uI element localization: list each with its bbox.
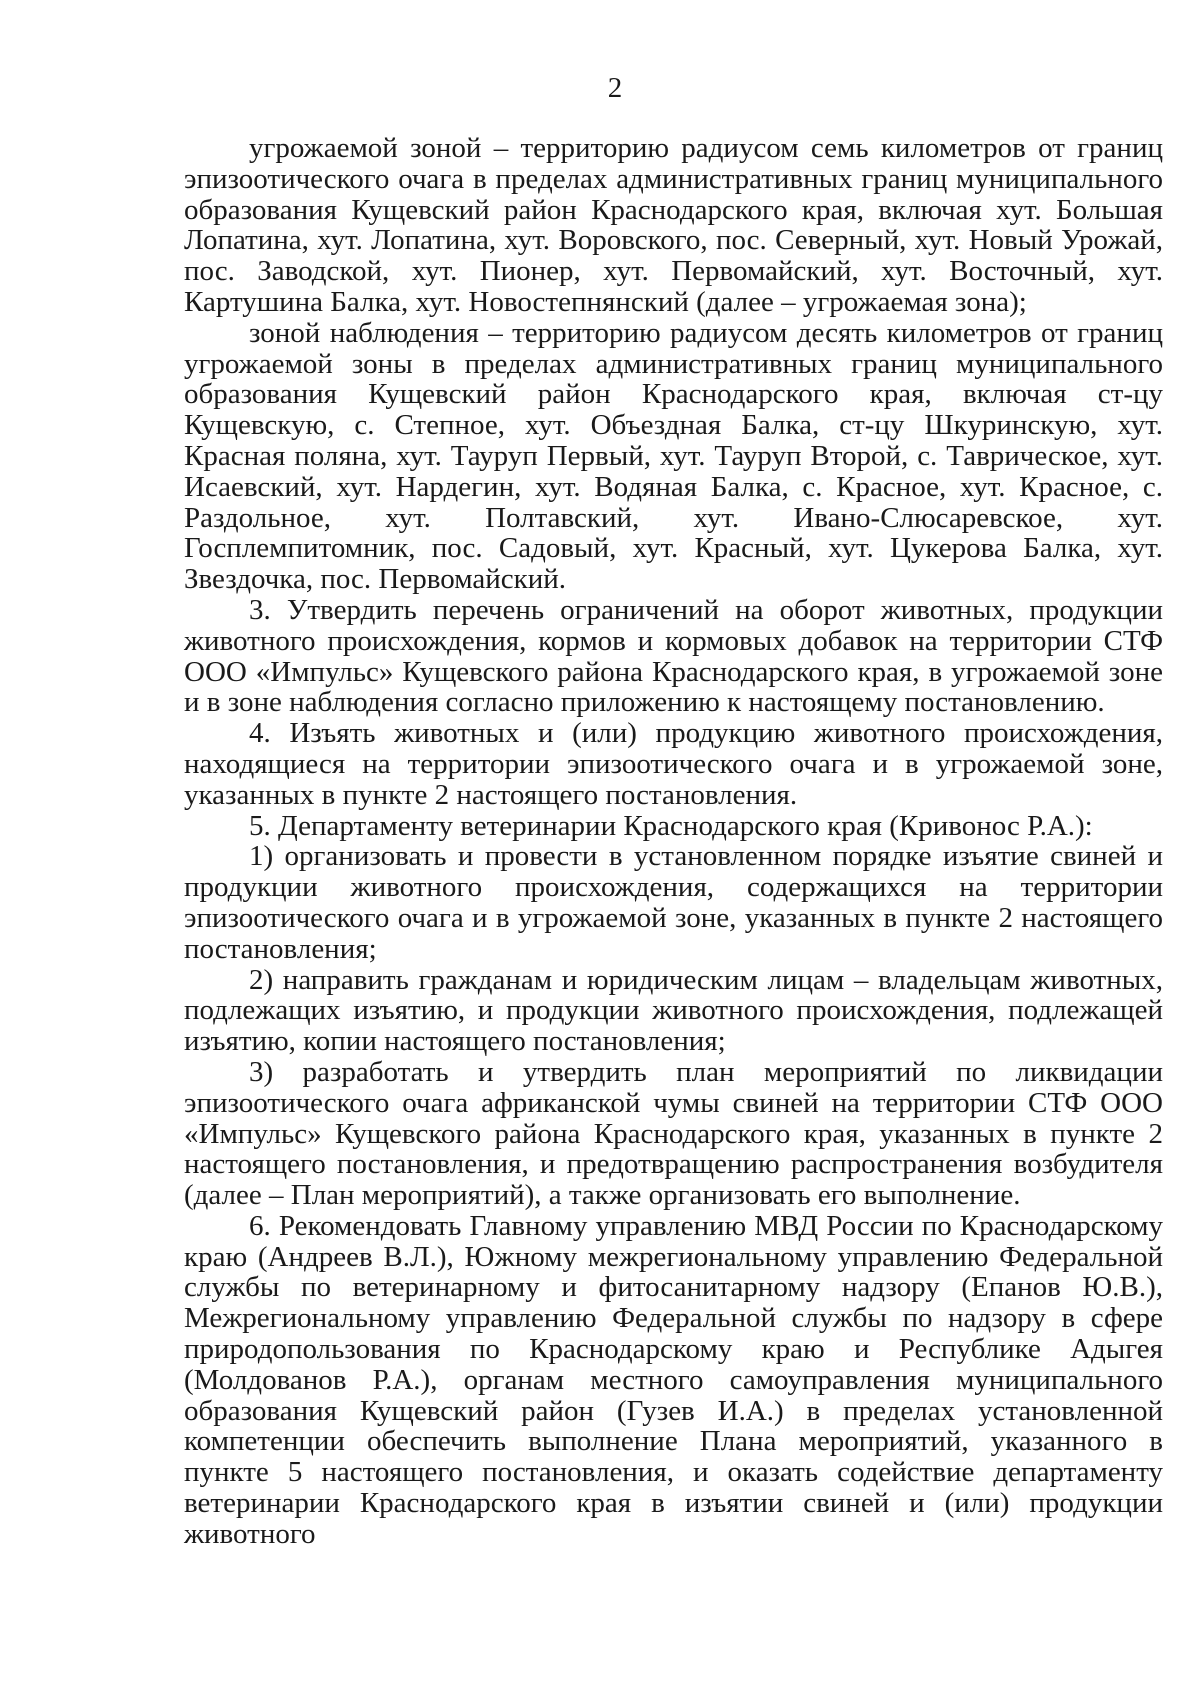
paragraph-threatened-zone: угрожаемой зоной – территорию радиусом семь километров от границ эпизоотического очага в пределах административных границ муниципального образования Кущевский район Краснодарского края, включая хут. Большая Лопатина, хут. Лопатина, хут. Воровского, пос. Северный, хут. Новый Урожай, пос. Заводской, хут. Пионер, хут. Первомайский, хут. Восточный, хут. Картушина Балка, хут. Новостепнянский (далее – угрожаемая зона);: [184, 132, 1163, 318]
paragraph-item-3: 3. Утвердить перечень ограничений на оборот животных, продукции животного происхождения, кормов и кормовых добавок на территории СТФ ООО «Импульс» Кущевского района Краснодарского края, в угрожаемой зоне и в зоне наблюдения согласно приложению к настоящему постановлению.: [184, 593, 1163, 719]
paragraph-item-4: 4. Изъять животных и (или) продукцию животного происхождения, находящиеся на территории эпизоотического очага и в угрожаемой зоне, указанных в пункте 2 настоящего постановления.: [184, 717, 1163, 811]
paragraph-item-5-1: 1) организовать и провести в установленном порядке изъятие свиней и продукции животного происхождения, содержащихся на территории эпизоотического очага и в угрожаемой зоне, указанных в пункте 2 настоящего постановления;: [184, 840, 1163, 965]
paragraph-item-5-2: 2) направить гражданам и юридическим лицам – владельцам животных, подлежащих изъятию, и продукции животного происхождения, подлежащей изъятию, копии настоящего постановления;: [184, 963, 1163, 1058]
paragraph-item-6: 6. Рекомендовать Главному управлению МВД России по Краснодарскому краю (Андреев В.Л.), Южному межрегиональному управлению Федеральной службы по ветеринарному и фитосанитарному надзору (Епанов Ю.В.), Межрегиональному управлению Федеральной службы по надзору в сфере природопользования по Краснодарскому краю и Республике Адыгея (Молдованов Р.А.), органам местного самоуправления муниципального образования Кущевский район (Гузев И.А.) в пределах установленной компетенции обеспечить выполнение Плана мероприятий, указанного в пункте 5 настоящего постановления, и оказать содействие департаменту ветеринарии Краснодарского края в изъятии свиней и (или) продукции животного: [184, 1209, 1163, 1550]
document-body: [184, 133, 1163, 1550]
page-number: 2: [607, 72, 623, 104]
paragraph-item-5-3: 3) разработать и утвердить план мероприятий по ликвидации эпизоотического очага африканской чумы свиней на территории СТФ ООО «Импульс» Кущевского района Краснодарского края, указанных в пункте 2 настоящего постановления, и предотвращению распространения возбудителя (далее – План мероприятий), а также организовать его выполнение.: [184, 1055, 1163, 1212]
paragraph-item-5: 5. Департаменту ветеринарии Краснодарского края (Кривонос Р.А.):: [249, 809, 1093, 842]
paragraph-observation-zone: зоной наблюдения – территорию радиусом десять километров от границ угрожаемой зоны в пределах административных границ муниципального образования Кущевский район Краснодарского края, включая ст-цу Кущевскую, с. Степное, хут. Объездная Балка, ст-цу Шкуринскую, хут. Красная поляна, хут. Тауруп Первый, хут. Тауруп Второй, с. Таврическое, хут. Исаевский, хут. Нардегин, хут. Водяная Балка, с. Красное, хут. Красное, с. Раздольное, хут. Полтавский, хут. Ивано-Слюсаревское, хут. Госплемпитомник, пос. Садовый, хут. Красный, хут. Цукерова Балка, хут. Звездочка, пос. Первомайский.: [184, 316, 1163, 596]
